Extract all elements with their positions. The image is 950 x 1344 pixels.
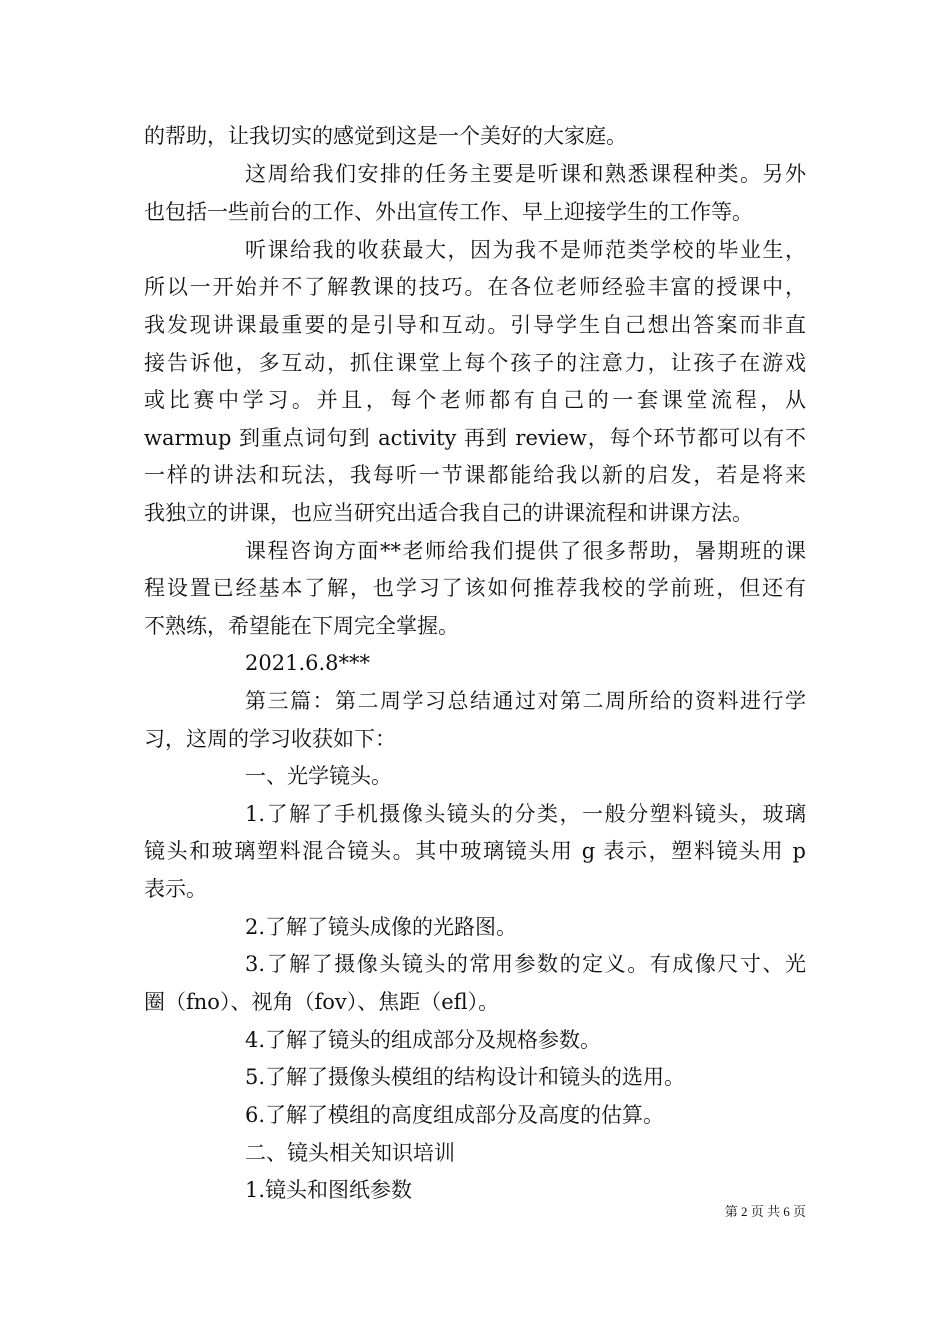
- section-heading-line: 第三篇：第二周学习总结通过对第二周所给的资料进行学: [245, 689, 806, 713]
- text-line: 接告诉他，多互动，抓住课堂上每个孩子的注意力，让孩子在游戏: [144, 351, 806, 375]
- text-line: 6.了解了模组的高度组成部分及高度的估算。: [245, 1103, 665, 1127]
- text-line: 1.镜头和图纸参数: [245, 1178, 413, 1202]
- text-line: 3.了解了摄像头镜头的常用参数的定义。有成像尺寸、光: [245, 952, 806, 976]
- text-line: 的帮助，让我切实的感觉到这是一个美好的大家庭。: [144, 124, 627, 148]
- text-line: 我发现讲课最重要的是引导和互动。引导学生自己想出答案而非直: [144, 313, 806, 337]
- text-line: 一、光学镜头。: [245, 764, 392, 788]
- text-line: 也包括一些前台的工作、外出宣传工作、早上迎接学生的工作等。: [144, 200, 753, 224]
- text-line: 习，这周的学习收获如下：: [144, 727, 396, 751]
- text-line: 镜头和玻璃塑料混合镜头。其中玻璃镜头用 g 表示，塑料镜头用 p: [144, 839, 806, 863]
- text-line: 课程咨询方面**老师给我们提供了很多帮助，暑期班的课: [245, 539, 806, 563]
- text-line: 5.了解了摄像头模组的结构设计和镜头的选用。: [245, 1065, 686, 1089]
- text-line: 二、镜头相关知识培训: [245, 1141, 455, 1165]
- text-line: 或比赛中学习。并且，每个老师都有自己的一套课堂流程，从: [144, 388, 806, 412]
- text-line: 听课给我的收获最大，因为我不是师范类学校的毕业生，: [245, 238, 806, 262]
- text-line: warmup 到重点词句到 activity 再到 review，每个环节都可以有不: [144, 426, 806, 450]
- text-line: 表示。: [144, 877, 207, 901]
- text-line: 所以一开始并不了解教课的技巧。在各位老师经验丰富的授课中，: [144, 275, 806, 299]
- text-line: 不熟练，希望能在下周完全掌握。: [144, 614, 459, 638]
- text-line: 圈（fno）、视角（fov）、焦距（efl）。: [144, 990, 500, 1014]
- date-line: 2021.6.8***: [245, 651, 371, 675]
- text-line: 程设置已经基本了解，也学习了该如何推荐我校的学前班，但还有: [144, 576, 806, 600]
- text-line: 1.了解了手机摄像头镜头的分类，一般分塑料镜头，玻璃: [245, 802, 806, 826]
- text-line: 2.了解了镜头成像的光路图。: [245, 915, 518, 939]
- page-number: 第 2 页 共 6 页: [724, 1204, 806, 1219]
- text-line: 我独立的讲课，也应当研究出适合我自己的讲课流程和讲课方法。: [144, 501, 753, 525]
- text-line: 4.了解了镜头的组成部分及规格参数。: [245, 1028, 602, 1052]
- text-line: 一样的讲法和玩法，我每听一节课都能给我以新的启发，若是将来: [144, 463, 806, 487]
- text-line: 这周给我们安排的任务主要是听课和熟悉课程种类。另外: [245, 162, 806, 186]
